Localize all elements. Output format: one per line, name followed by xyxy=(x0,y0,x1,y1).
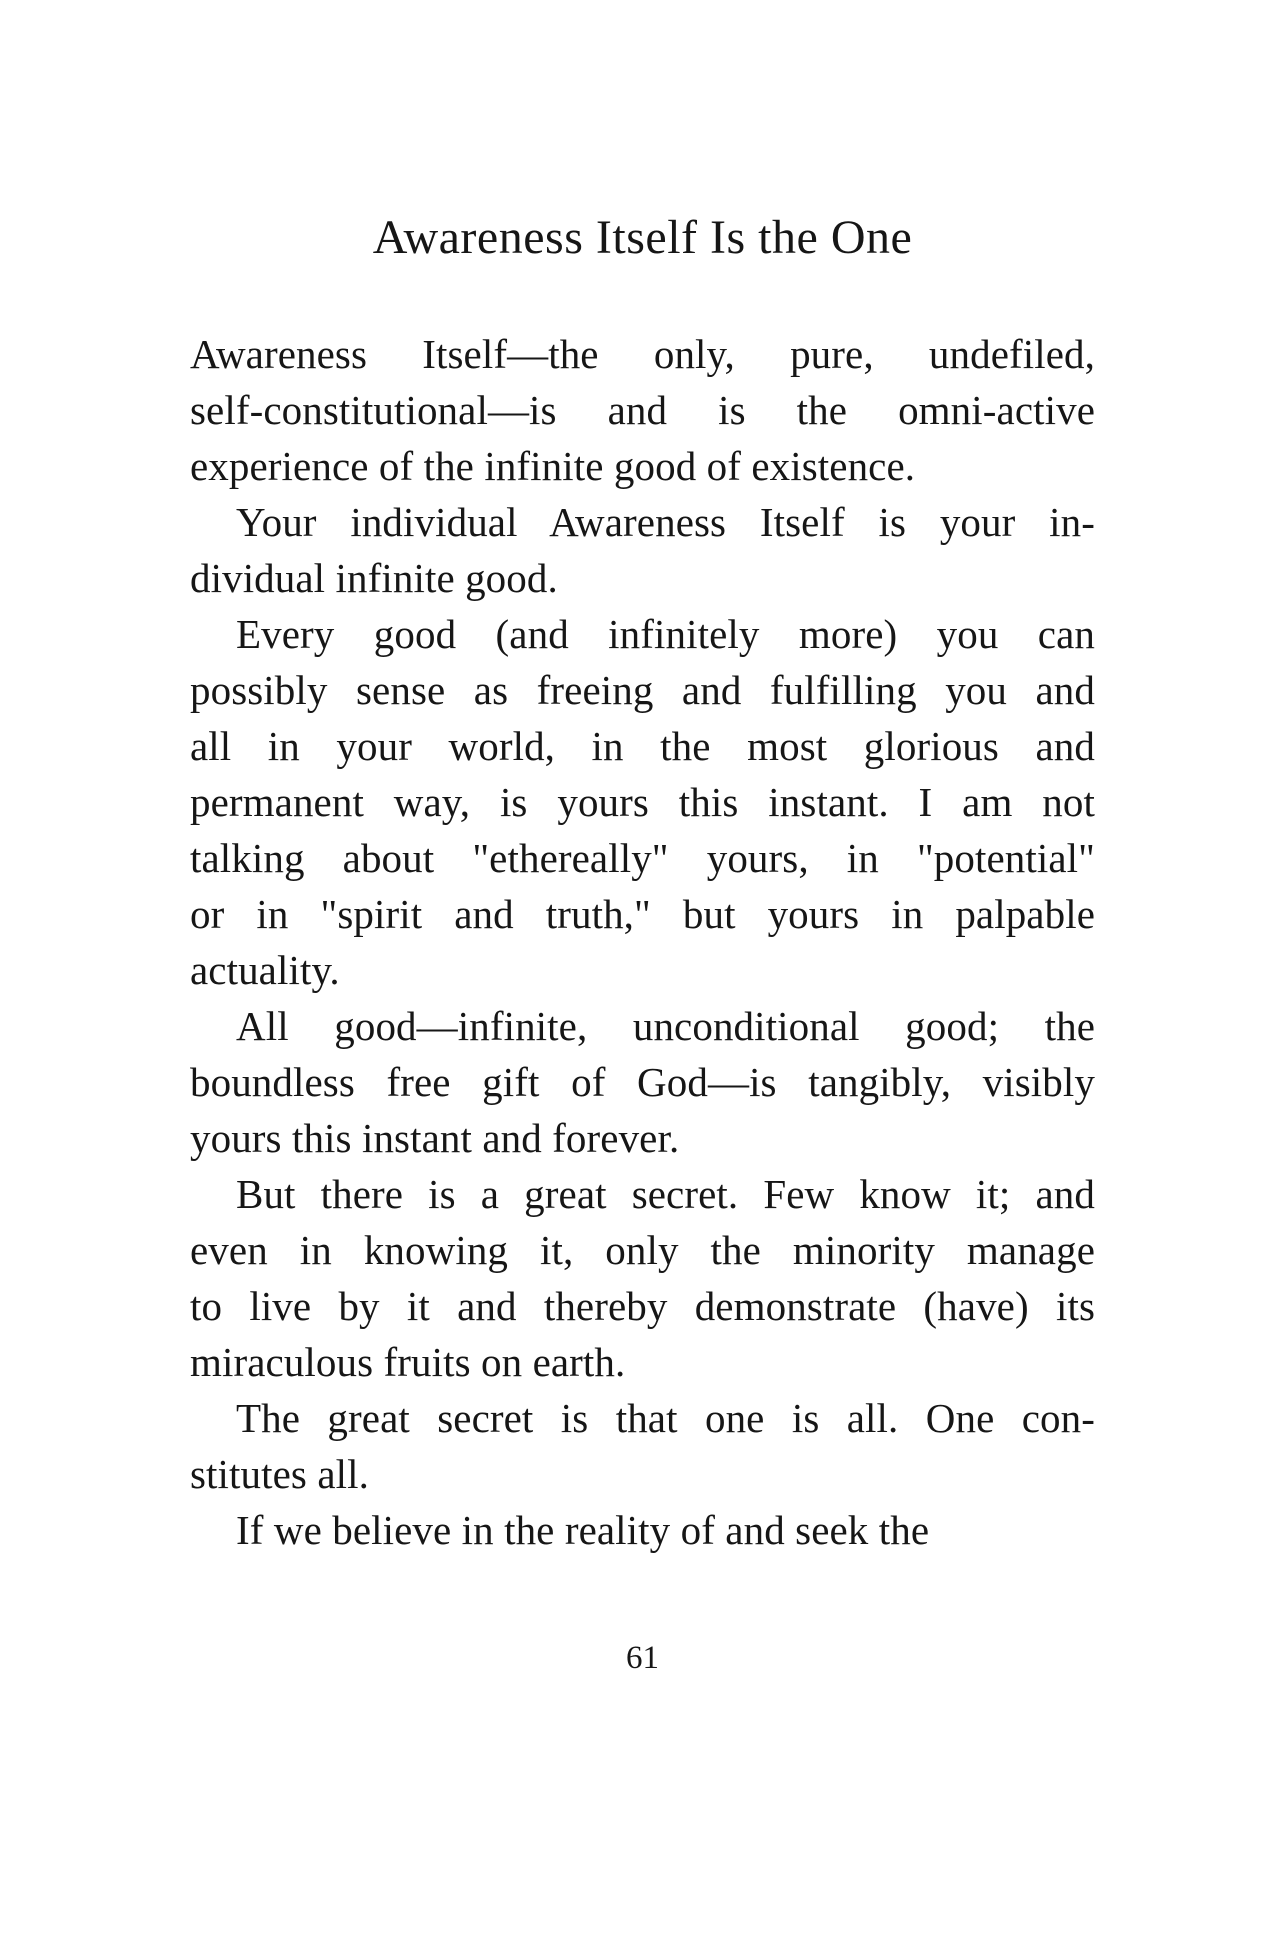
text-line: Awareness Itself—the only, pure, undefiled, xyxy=(190,331,1095,377)
page-number: 61 xyxy=(626,1640,659,1676)
text-line: All good—infinite, unconditional good; the xyxy=(236,1003,1095,1049)
text-line: stitutes all. xyxy=(190,1451,369,1497)
text-line: possibly sense as freeing and fulfilling you and xyxy=(190,667,1095,713)
text-line: actuality. xyxy=(190,947,340,993)
text-line: or in "spirit and truth," but yours in palpable xyxy=(190,891,1095,937)
text-line: experience of the infinite good of existence. xyxy=(190,443,916,489)
text-line: boundless free gift of God—is tangibly, visibly xyxy=(190,1059,1095,1105)
text-line: yours this instant and forever. xyxy=(190,1115,680,1161)
text-line: talking about "ethereally" yours, in "potential" xyxy=(190,835,1095,881)
text-line: miraculous fruits on earth. xyxy=(190,1339,626,1385)
text-line: But there is a great secret. Few know it; and xyxy=(236,1171,1095,1217)
body-text xyxy=(190,326,1095,1558)
text-line: even in knowing it, only the minority manage xyxy=(190,1227,1095,1273)
text-line: Your individual Awareness Itself is your in- xyxy=(236,499,1095,545)
text-line: self-constitutional—is and is the omni-active xyxy=(190,387,1095,433)
text-line: Every good (and infinitely more) you can xyxy=(236,611,1095,657)
text-line: to live by it and thereby demonstrate (have) its xyxy=(190,1283,1095,1329)
text-line: dividual infinite good. xyxy=(190,555,558,601)
text-line: The great secret is that one is all. One con- xyxy=(236,1395,1095,1441)
page-title: Awareness Itself Is the One xyxy=(372,211,913,264)
text-line: all in your world, in the most glorious and xyxy=(190,723,1095,769)
text-line: If we believe in the reality of and seek the xyxy=(236,1507,930,1553)
text-line: permanent way, is yours this instant. I am not xyxy=(190,779,1095,825)
